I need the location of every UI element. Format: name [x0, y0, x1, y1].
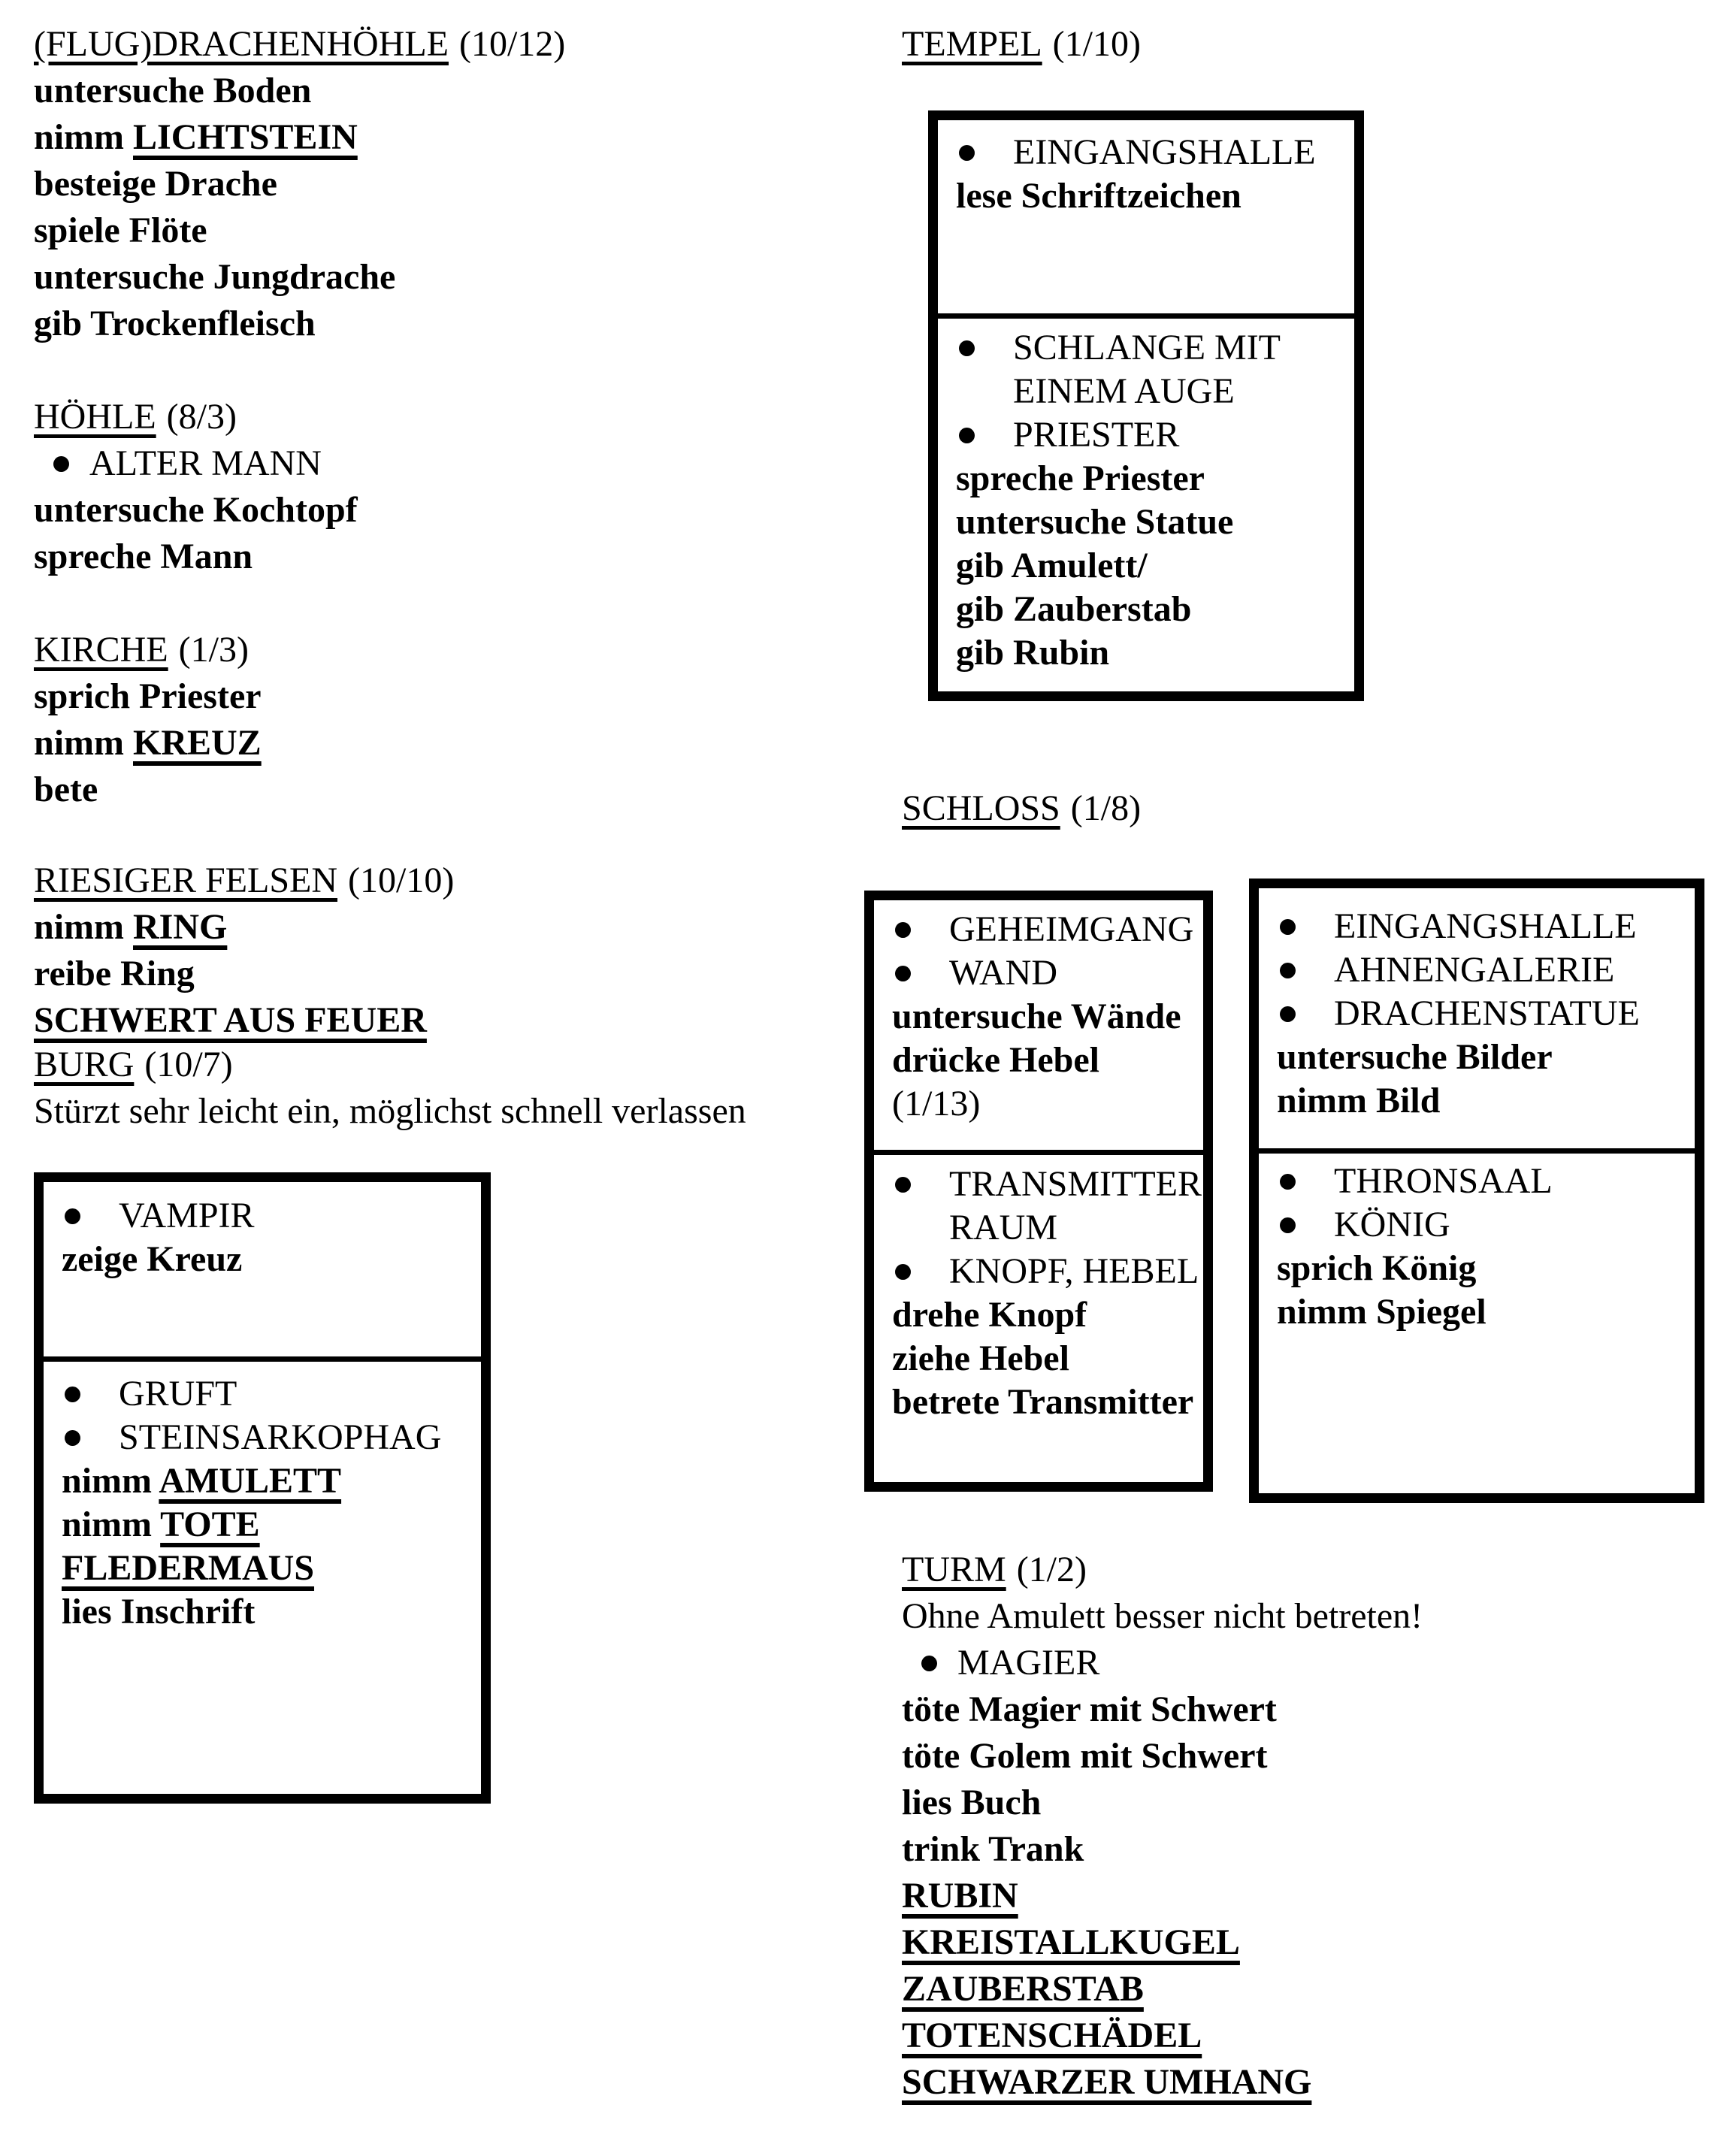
- section-heading-flugdrachenhoehle: [34, 21, 876, 68]
- section-lines: [34, 68, 876, 347]
- bullet-item: [1277, 905, 1684, 948]
- section-count: (1/2): [1016, 1550, 1087, 1589]
- bullet-dot-icon: [956, 131, 1013, 174]
- bullet-item: [62, 1194, 470, 1238]
- text-line: [902, 1733, 1721, 1780]
- text-segment: nimm Spiegel: [1277, 1292, 1486, 1332]
- bullet-item: [956, 131, 1344, 174]
- bullet-text: VAMPIR: [119, 1196, 255, 1235]
- section-lines: [34, 904, 876, 1044]
- text-segment: nimm: [34, 117, 133, 157]
- bullet-item: [956, 413, 1344, 457]
- text-segment: Stürzt sehr leicht ein, möglichst schnell verlassen: [34, 1091, 746, 1131]
- bullet-text: EINGANGSHALLE: [1334, 906, 1637, 946]
- text-segment: lies Inschrift: [62, 1592, 256, 1632]
- section-lines: [34, 1088, 876, 1135]
- bullet-text: MAGIER: [957, 1643, 1100, 1683]
- text-line: [892, 995, 1193, 1039]
- schloss-box-cell-geheimgang: [874, 900, 1203, 1150]
- text-line: [34, 673, 876, 720]
- section-count: (10/12): [458, 24, 566, 64]
- underlined-text: TOTENSCHÄDEL: [902, 2016, 1202, 2055]
- bullet-dot-icon: [1277, 948, 1334, 992]
- section-count: (8/3): [166, 397, 237, 437]
- bullet-text: STEINSARKOPHAG: [119, 1417, 442, 1457]
- section-heading-tempel: [902, 21, 1713, 68]
- section-turm: [902, 1547, 1721, 2106]
- tempel-room-box: [928, 110, 1364, 701]
- text-segment: zeige Kreuz: [62, 1239, 243, 1279]
- text-segment: lese Schriftzeichen: [956, 176, 1242, 216]
- text-line: [34, 161, 876, 207]
- tempel-box-cell-schlange: [938, 313, 1354, 686]
- text-segment: gib Trockenfleisch: [34, 304, 316, 343]
- schloss-box-cell-eingangshalle: [1259, 888, 1695, 1148]
- bullet-item: [892, 1163, 1202, 1250]
- bullet-item: [1277, 1203, 1684, 1247]
- text-line: [62, 1547, 470, 1590]
- text-segment: reibe Ring: [34, 954, 195, 993]
- bullet-text: THRONSAAL: [1334, 1161, 1553, 1201]
- bullet-text: KNOPF, HEBEL: [949, 1251, 1199, 1291]
- text-segment: ziehe Hebel: [892, 1338, 1069, 1378]
- burg-box-cell-gruft: [44, 1356, 481, 1783]
- text-segment: spreche Mann: [34, 537, 253, 576]
- section-lines: [34, 673, 876, 813]
- bullet-text: PRIESTER: [1013, 415, 1180, 455]
- text-line: [902, 2013, 1721, 2059]
- section-riesiger-felsen: [34, 857, 876, 1044]
- section-heading-riesiger-felsen: [34, 857, 876, 904]
- bullet-item: [62, 1372, 470, 1416]
- text-segment: nimm: [34, 723, 133, 763]
- section-flugdrachenhoehle: [34, 21, 876, 347]
- text-line: [892, 1337, 1193, 1381]
- text-line: [902, 1919, 1721, 1966]
- section-heading-kirche: [34, 627, 876, 673]
- text-line: [34, 1088, 876, 1135]
- bullet-item: [902, 1640, 1721, 1686]
- bullet-dot-icon: [892, 1163, 949, 1250]
- text-line: [34, 534, 876, 580]
- text-line: [902, 1966, 1721, 2013]
- text-segment: betrete Transmitter: [892, 1382, 1194, 1422]
- section-schloss: [902, 785, 1713, 832]
- bullet-dot-icon: [62, 1372, 119, 1416]
- underlined-text: ZAUBERSTAB: [902, 1969, 1144, 2009]
- text-segment: trink Trank: [902, 1829, 1084, 1869]
- text-line: [892, 1039, 1193, 1082]
- underlined-text: SCHWARZER UMHANG: [902, 2062, 1312, 2102]
- section-count: (10/7): [144, 1045, 233, 1084]
- bullet-dot-icon: [956, 326, 1013, 413]
- underlined-text: RUBIN: [902, 1876, 1018, 1916]
- text-line: [34, 951, 876, 997]
- bullet-item: [1277, 948, 1684, 992]
- text-line: [34, 301, 876, 347]
- schloss-room-box-right: [1249, 879, 1704, 1503]
- text-line: [62, 1590, 470, 1634]
- text-line: [956, 544, 1344, 588]
- text-line: [34, 487, 876, 534]
- bullet-item: [62, 1416, 470, 1459]
- bullet-text: EINGANGSHALLE: [1013, 132, 1316, 172]
- text-line: [34, 997, 876, 1044]
- bullet-text: WAND: [949, 953, 1057, 993]
- section-title: SCHLOSS: [902, 788, 1060, 828]
- text-line: [956, 457, 1344, 500]
- schloss-room-box-left: [864, 891, 1213, 1492]
- text-segment: töte Golem mit Schwert: [902, 1736, 1268, 1776]
- bullet-dot-icon: [956, 413, 1013, 457]
- underlined-text: SCHWERT AUS FEUER: [34, 1000, 427, 1040]
- tempel-box-cell-eingangshalle: [938, 120, 1354, 313]
- bullet-dot-icon: [892, 908, 949, 951]
- bullet-item: [956, 326, 1344, 413]
- section-title: BURG: [34, 1045, 135, 1084]
- bullet-item: [892, 1250, 1199, 1293]
- text-line: [892, 1381, 1193, 1424]
- text-line: [34, 254, 876, 301]
- text-line: [34, 720, 876, 767]
- text-line: [902, 1780, 1721, 1826]
- text-line: [34, 904, 876, 951]
- section-count: (1/8): [1070, 788, 1142, 828]
- underlined-text: LICHTSTEIN: [133, 117, 358, 157]
- text-segment: bete: [34, 770, 98, 809]
- section-hoehle: [34, 394, 876, 580]
- bullet-text: GRUFT: [119, 1374, 237, 1414]
- text-segment: (1/13): [892, 1084, 981, 1123]
- text-line: [892, 1293, 1193, 1337]
- text-line: [956, 500, 1344, 544]
- section-tempel: [902, 21, 1713, 68]
- text-segment: untersuche Bilder: [1277, 1037, 1553, 1077]
- bullet-item: [1277, 1160, 1684, 1203]
- text-segment: untersuche Wände: [892, 996, 1181, 1036]
- text-line: [62, 1503, 470, 1547]
- section-count: (10/10): [348, 860, 455, 900]
- text-segment: untersuche Boden: [34, 71, 312, 110]
- text-segment: lies Buch: [902, 1783, 1042, 1822]
- text-segment: untersuche Statue: [956, 502, 1234, 542]
- text-line: [1277, 1036, 1684, 1079]
- section-heading-schloss: [902, 785, 1713, 832]
- bullet-item: [892, 951, 1193, 995]
- bullet-dot-icon: [1277, 992, 1334, 1036]
- text-segment: nimm: [34, 907, 133, 947]
- text-line: [902, 1593, 1721, 1640]
- text-line: [956, 588, 1344, 631]
- bullet-item: [1277, 992, 1684, 1036]
- burg-room-box: [34, 1172, 491, 1804]
- bullet-text: ALTER MANN: [89, 443, 322, 483]
- underlined-text: AMULETT: [159, 1461, 342, 1501]
- bullet-item: [892, 908, 1193, 951]
- bullet-dot-icon: [892, 1250, 949, 1293]
- section-title: RIESIGER FELSEN: [34, 860, 338, 900]
- text-segment: gib Amulett/: [956, 546, 1148, 585]
- underlined-text: KREUZ: [133, 723, 262, 763]
- text-line: [902, 2059, 1721, 2106]
- text-segment: spiele Flöte: [34, 210, 207, 250]
- text-segment: Ohne Amulett besser nicht betreten!: [902, 1596, 1423, 1636]
- bullet-text: GEHEIMGANG: [949, 909, 1194, 949]
- text-line: [902, 1873, 1721, 1919]
- bullet-text: KÖNIG: [1334, 1205, 1450, 1244]
- text-line: [62, 1459, 470, 1503]
- section-count: (1/3): [178, 630, 249, 670]
- text-line: [956, 174, 1344, 218]
- text-line: [34, 68, 876, 114]
- text-segment: untersuche Kochtopf: [34, 490, 358, 530]
- section-heading-burg: [34, 1042, 876, 1088]
- bullet-dot-icon: [62, 1194, 119, 1238]
- text-segment: sprich König: [1277, 1248, 1477, 1288]
- bullet-dot-icon: [34, 440, 89, 487]
- text-segment: gib Zauberstab: [956, 589, 1192, 629]
- text-segment: gib Rubin: [956, 633, 1110, 673]
- text-segment: drehe Knopf: [892, 1295, 1087, 1335]
- text-line: [892, 1082, 1193, 1126]
- bullet-text: DRACHENSTATUE: [1334, 993, 1640, 1033]
- section-heading-turm: [902, 1547, 1721, 1593]
- underlined-text: FLEDERMAUS: [62, 1548, 315, 1588]
- underlined-text: RING: [133, 907, 228, 947]
- text-line: [62, 1238, 470, 1281]
- text-line: [34, 114, 876, 161]
- section-title: TURM: [902, 1550, 1006, 1589]
- section-title: KIRCHE: [34, 630, 168, 670]
- section-kirche: [34, 627, 876, 813]
- section-title: (FLUG)DRACHENHÖHLE: [34, 24, 449, 64]
- underlined-text: TOTE: [160, 1505, 260, 1544]
- bullet-dot-icon: [1277, 905, 1334, 948]
- text-segment: untersuche Jungdrache: [34, 257, 396, 297]
- text-segment: töte Magier mit Schwert: [902, 1689, 1277, 1729]
- text-line: [1277, 1247, 1684, 1290]
- bullet-dot-icon: [62, 1416, 119, 1459]
- text-segment: nimm Bild: [1277, 1081, 1441, 1120]
- bullet-text: TRANSMITTER RAUM: [949, 1164, 1202, 1247]
- bullet-text: AHNENGALERIE: [1334, 950, 1615, 990]
- underlined-text: KREISTALLKUGEL: [902, 1922, 1240, 1962]
- bullet-dot-icon: [902, 1640, 957, 1686]
- schloss-box-cell-thronsaal: [1259, 1148, 1695, 1488]
- text-segment: besteige Drache: [34, 164, 277, 204]
- section-title: TEMPEL: [902, 24, 1042, 64]
- text-line: [34, 207, 876, 254]
- section-burg: [34, 1042, 876, 1135]
- text-line: [1277, 1079, 1684, 1123]
- schloss-box-cell-transmitter: [874, 1150, 1203, 1477]
- text-segment: nimm: [62, 1505, 161, 1544]
- section-lines: [902, 1593, 1721, 2106]
- section-heading-hoehle: [34, 394, 876, 440]
- text-line: [902, 1826, 1721, 1873]
- text-line: [956, 631, 1344, 675]
- text-segment: nimm: [62, 1461, 159, 1501]
- text-line: [34, 767, 876, 813]
- text-segment: drücke Hebel: [892, 1040, 1099, 1080]
- bullet-dot-icon: [892, 951, 949, 995]
- section-count: (1/10): [1052, 24, 1141, 64]
- bullet-dot-icon: [1277, 1203, 1334, 1247]
- bullet-dot-icon: [1277, 1160, 1334, 1203]
- section-title: HÖHLE: [34, 397, 156, 437]
- burg-box-cell-vampir: [44, 1182, 481, 1356]
- section-lines: [34, 440, 876, 580]
- text-segment: sprich Priester: [34, 676, 262, 716]
- bullet-text: SCHLANGE MIT EINEM AUGE: [1013, 328, 1281, 411]
- text-line: [1277, 1290, 1684, 1334]
- bullet-item: [34, 440, 876, 487]
- text-line: [902, 1686, 1721, 1733]
- text-segment: spreche Priester: [956, 458, 1205, 498]
